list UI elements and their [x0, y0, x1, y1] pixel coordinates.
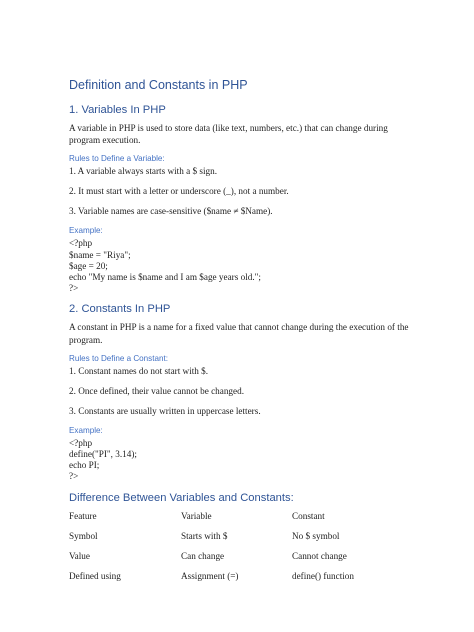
table-cell: Starts with $ — [181, 530, 228, 541]
variables-code-line-5: ?> — [69, 283, 79, 294]
constants-rule-2: 2. Once defined, their value cannot be changed. — [69, 385, 244, 396]
table-cell: Variable — [181, 510, 212, 521]
variables-code-line-2: $name = "Riya"; — [69, 249, 131, 260]
table-cell: Assignment (=) — [181, 570, 239, 581]
table-cell: Defined using — [69, 570, 121, 581]
constants-code-line-4: ?> — [69, 471, 79, 482]
constants-intro-line-2: program. — [69, 334, 103, 345]
variables-rules-heading: Rules to Define a Variable: — [69, 154, 165, 164]
difference-table — [69, 510, 389, 582]
section-variables — [69, 103, 409, 294]
constants-rule-1: 1. Constant names do not start with $. — [69, 365, 209, 376]
variables-code-line-1: <?php — [69, 238, 93, 249]
variables-code-line-3: $age = 20; — [69, 260, 108, 271]
variables-intro-line-2: program execution. — [69, 135, 141, 146]
table-cell: Feature — [69, 510, 97, 521]
section-constants — [69, 302, 409, 482]
constants-intro — [69, 321, 409, 345]
variables-rule-2: 2. It must start with a letter or underscore (_), not a number. — [69, 186, 289, 197]
table-cell: No $ symbol — [292, 530, 340, 541]
section-heading-constants: 2. Constants In PHP — [69, 303, 171, 316]
table-cell: Can change — [181, 550, 225, 561]
constants-rules-heading: Rules to Define a Constant: — [69, 353, 168, 363]
variables-intro — [69, 122, 409, 146]
constants-code-block — [69, 438, 409, 483]
constants-code-line-1: <?php — [69, 437, 93, 448]
constants-example-heading: Example: — [69, 425, 103, 435]
document-content — [69, 78, 409, 590]
constants-intro-line-1: A constant in PHP is a name for a fixed value that cannot change during the execution of the — [69, 322, 409, 333]
table-cell: define() function — [292, 570, 354, 581]
table-cell: Cannot change — [292, 550, 347, 561]
variables-code-line-4: echo "My name is $name and I am $age years old."; — [69, 272, 261, 283]
variables-rule-1: 1. A variable always starts with a $ sign. — [69, 166, 217, 177]
page-title: Definition and Constants in PHP — [69, 78, 248, 92]
table-cell: Value — [69, 550, 90, 561]
variables-intro-line-1: A variable in PHP is used to store data (like text, numbers, etc.) that can change during — [69, 123, 388, 133]
table-row — [69, 510, 389, 522]
section-difference — [69, 491, 409, 582]
table-row — [69, 550, 389, 562]
variables-example-heading: Example: — [69, 226, 103, 236]
table-cell: Symbol — [69, 530, 98, 541]
table-row — [69, 530, 389, 542]
constants-rule-3: 3. Constants are usually written in uppercase letters. — [69, 405, 261, 416]
variables-rule-3: 3. Variable names are case-sensitive ($name ≠ $Name). — [69, 206, 273, 217]
constants-code-line-3: echo PI; — [69, 460, 100, 471]
variables-code-block — [69, 238, 409, 294]
section-heading-difference: Difference Between Variables and Constants: — [69, 491, 294, 504]
section-heading-variables: 1. Variables In PHP — [69, 104, 166, 116]
table-cell: Constant — [292, 510, 325, 521]
constants-code-line-2: define("PI", 3.14); — [69, 449, 137, 460]
table-row — [69, 570, 389, 582]
